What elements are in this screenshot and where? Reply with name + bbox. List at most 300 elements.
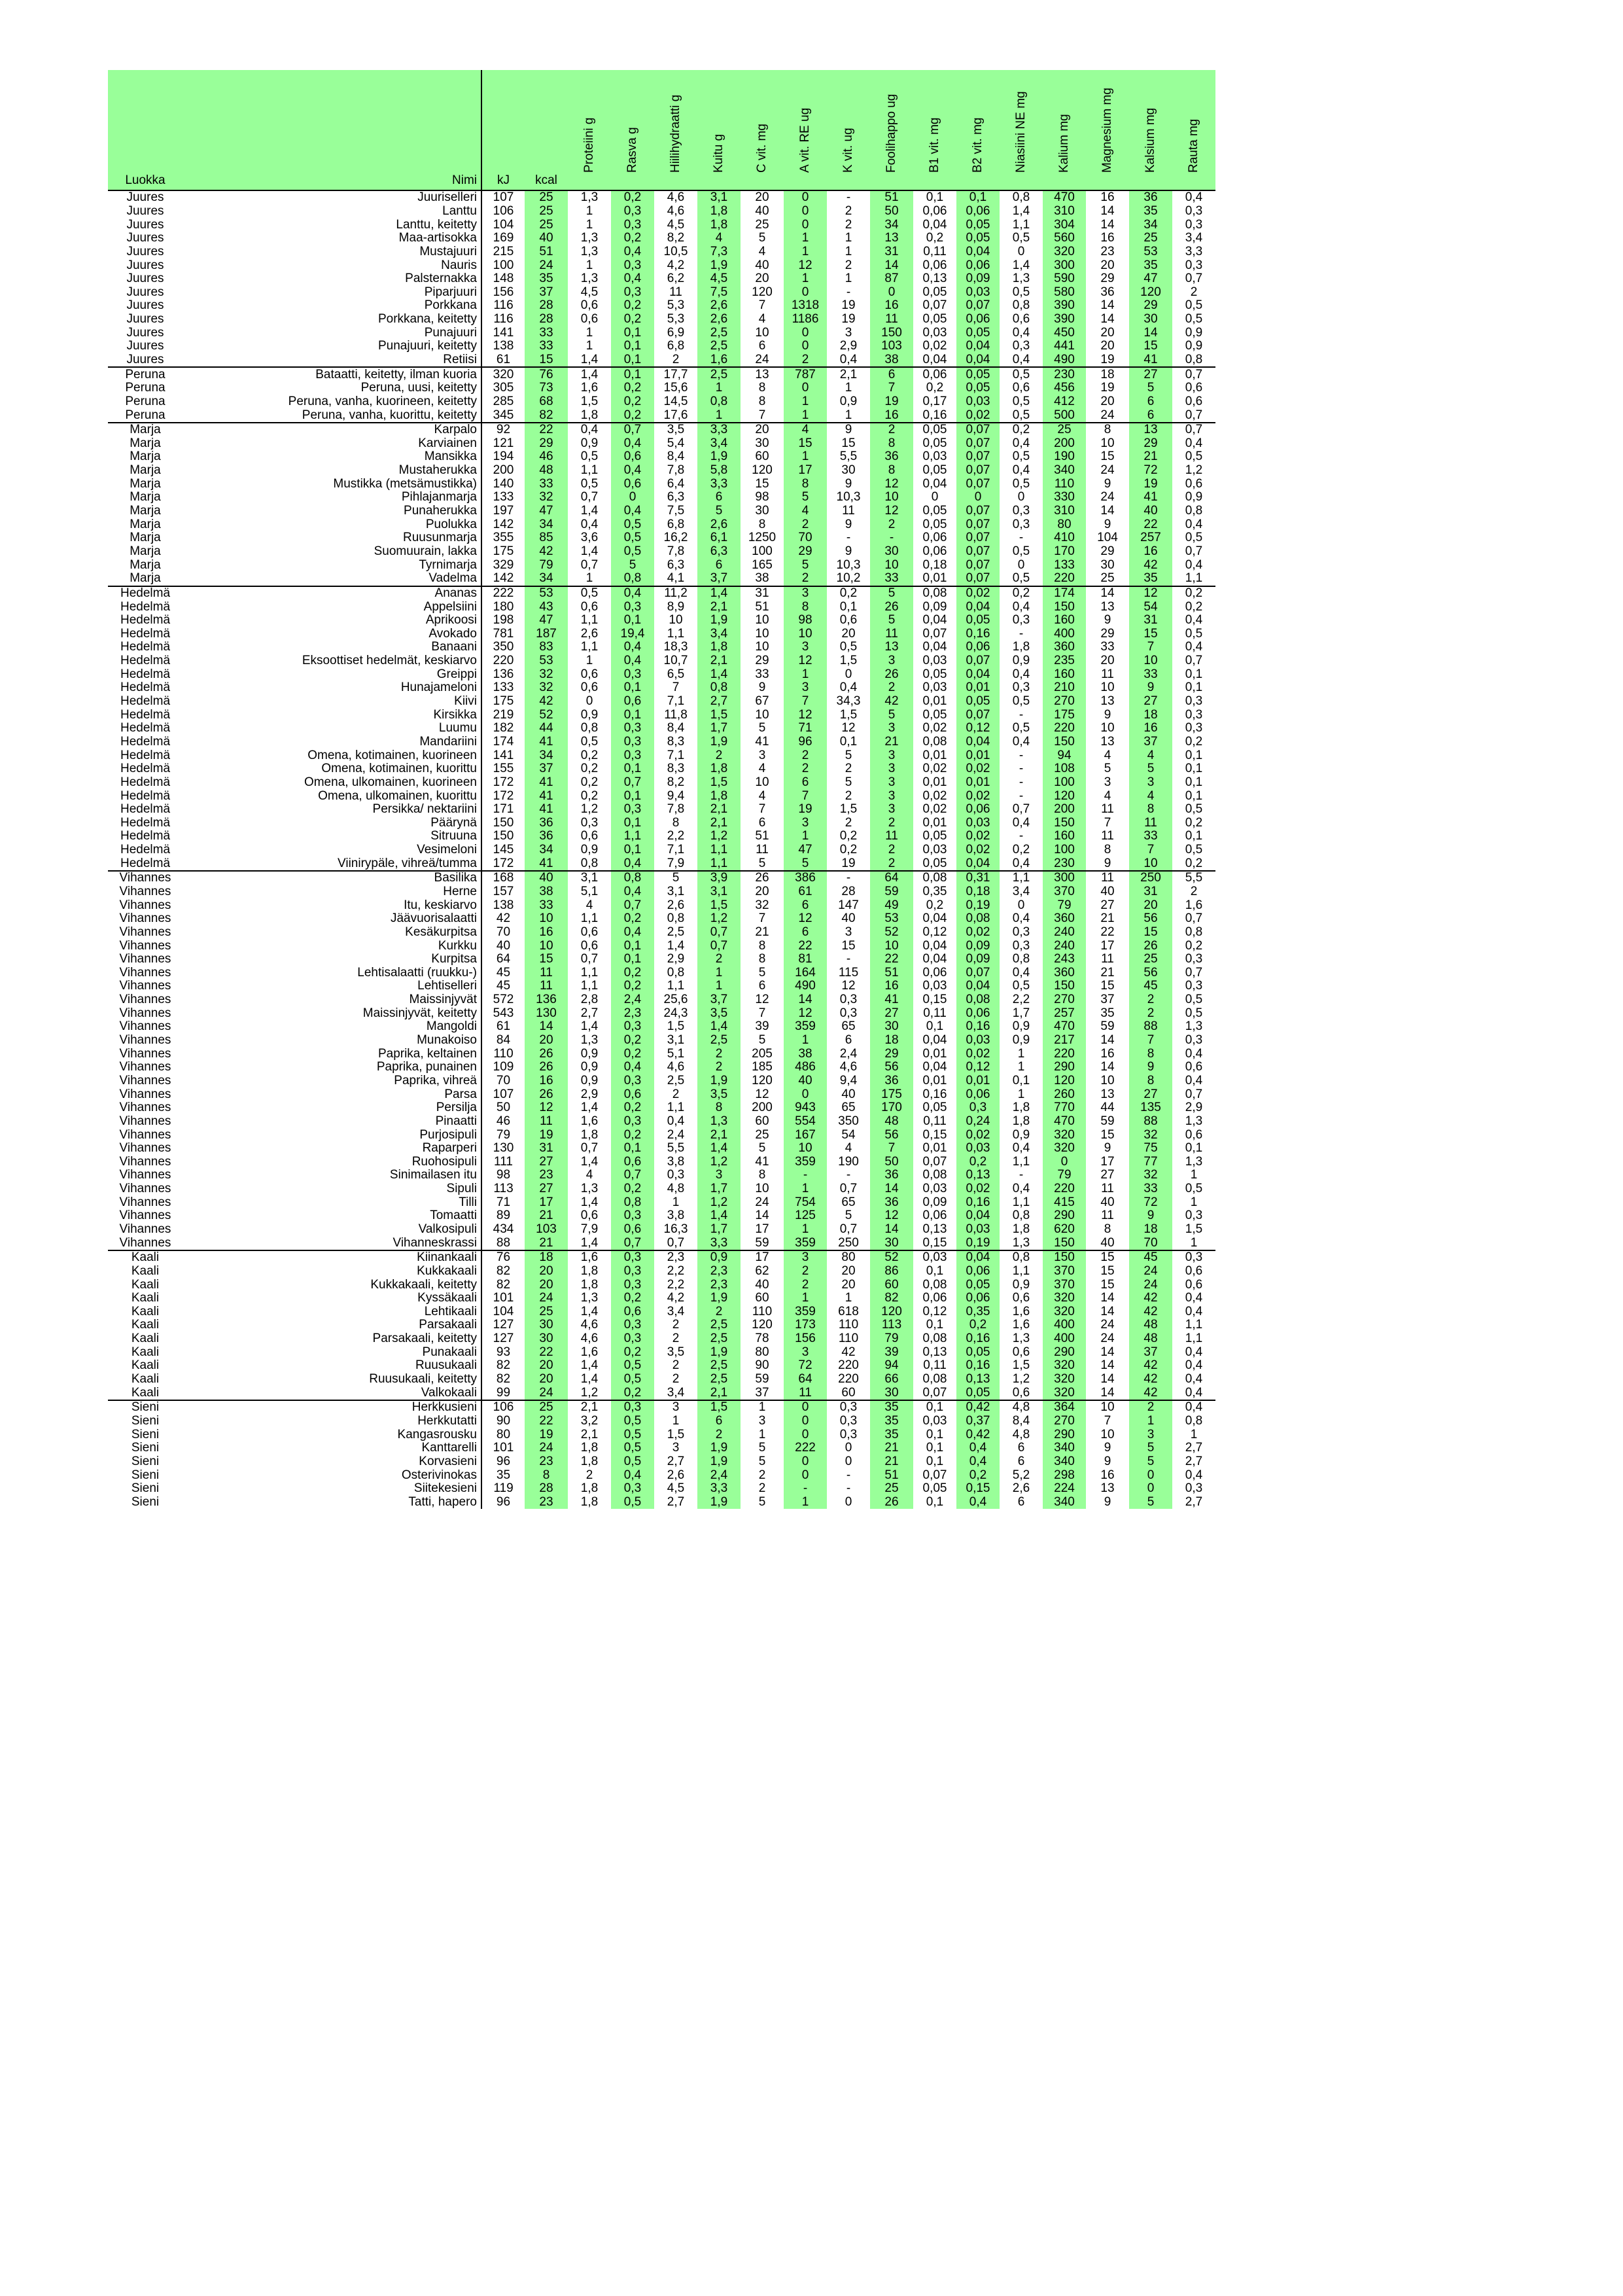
cell-luokka: Vihannes (119, 1006, 171, 1020)
cell-b2-vit: 0,04 (956, 735, 1000, 749)
cell-magnesium: 21 (1100, 966, 1115, 980)
cell-hiilihydraatti: 10,5 (663, 245, 688, 258)
cell-kj: 121 (493, 436, 514, 450)
cell-b2-vit: 0,05 (956, 218, 1000, 232)
cell-niasiini: 0,5 (1012, 694, 1030, 709)
cell-niasiini: 0,6 (1012, 1291, 1030, 1305)
cell-kalsium: 5 (1129, 1441, 1172, 1455)
cell-rasva: 0,8 (611, 572, 654, 586)
cell-kalium: 310 (1043, 205, 1086, 219)
cell-k-vit: 2 (845, 218, 852, 232)
cell-kalsium: 33 (1129, 1182, 1172, 1196)
cell-magnesium: 10 (1100, 1074, 1115, 1087)
cell-rasva: 0,6 (611, 1223, 654, 1237)
cell-kalsium: 27 (1129, 367, 1172, 381)
cell-magnesium: 24 (1100, 491, 1115, 504)
cell-niasiini: 1,3 (1012, 1332, 1030, 1346)
cell-niasiini: 0,9 (1012, 1278, 1030, 1292)
cell-niasiini: 0,8 (1012, 299, 1030, 313)
cell-rasva: 0,2 (611, 1386, 654, 1400)
header-b1-vit: B1 vit. mg (913, 71, 956, 191)
cell-kalium: 320 (1043, 1359, 1086, 1373)
cell-rauta: 0,4 (1172, 1386, 1215, 1400)
cell-nimi: Punajuuri, keitetty (183, 340, 481, 353)
cell-foolihappo: 2 (870, 857, 913, 871)
cell-kcal: 33 (525, 326, 568, 340)
cell-a-vit: 12 (784, 708, 827, 722)
cell-proteiini: 1,4 (580, 1020, 599, 1034)
cell-b1-vit: 0 (931, 491, 939, 504)
cell-a-vit: 22 (784, 939, 827, 953)
cell-niasiini: 0,5 (1012, 450, 1030, 464)
cell-c-vit: 10 (755, 1182, 769, 1196)
cell-luokka: Vihannes (119, 911, 171, 926)
cell-rasva: 0,3 (611, 722, 654, 735)
cell-foolihappo: 27 (870, 1006, 913, 1020)
cell-foolihappo: 79 (870, 1332, 913, 1346)
cell-kuitu: 1,6 (697, 353, 741, 368)
cell-rauta: 2,7 (1185, 1455, 1203, 1468)
cell-kj: 119 (493, 1481, 514, 1496)
cell-rasva: 0,6 (611, 450, 654, 464)
cell-foolihappo: 13 (870, 641, 913, 654)
cell-niasiini: 0,9 (1012, 1033, 1030, 1048)
cell-foolihappo: 56 (870, 1061, 913, 1074)
cell-foolihappo: 21 (870, 735, 913, 749)
cell-hiilihydraatti: 2 (672, 1318, 680, 1332)
cell-b1-vit: 0,1 (926, 1020, 944, 1034)
cell-rauta: 3,3 (1185, 245, 1203, 258)
cell-kj: 101 (493, 1291, 514, 1305)
cell-foolihappo: 10 (870, 558, 913, 572)
cell-rauta: 0,3 (1185, 218, 1203, 232)
cell-magnesium: 10 (1100, 1428, 1115, 1441)
cell-a-vit: 47 (784, 843, 827, 857)
cell-kalsium: 2 (1129, 993, 1172, 1007)
cell-nimi: Viinirypäle, vihreä/tumma (183, 857, 481, 871)
cell-rasva: 0,1 (611, 353, 654, 368)
cell-kalsium: 16 (1129, 545, 1172, 559)
cell-a-vit: 1 (784, 395, 827, 409)
cell-kj: 148 (493, 272, 514, 286)
cell-hiilihydraatti: 5,3 (667, 312, 685, 327)
cell-kalsium: 2 (1129, 1400, 1172, 1415)
cell-kuitu: 3,5 (697, 1087, 741, 1101)
cell-kalsium: 4 (1129, 749, 1172, 762)
cell-c-vit: 40 (755, 204, 769, 218)
cell-k-vit: 54 (841, 1128, 856, 1142)
cell-k-vit: 0,4 (839, 681, 858, 695)
cell-rauta: 0,8 (1172, 353, 1215, 368)
cell-rauta: 0,2 (1185, 586, 1203, 600)
cell-kalsium: 42 (1129, 1359, 1172, 1373)
cell-b2-vit: 0,06 (956, 313, 1000, 327)
cell-nimi: Tilli (183, 1195, 481, 1209)
cell-nimi: Ruusukaali, keitetty (183, 1373, 481, 1386)
cell-kuitu: 7,5 (697, 285, 741, 299)
cell-k-vit: 1 (845, 381, 852, 395)
cell-kj: 111 (494, 1155, 513, 1169)
cell-rauta: 2,9 (1185, 1101, 1203, 1115)
cell-kcal: 10 (525, 939, 568, 953)
cell-luokka: Vihannes (119, 1087, 171, 1101)
cell-rasva: 0,2 (611, 381, 654, 395)
cell-hiilihydraatti: 3 (672, 1400, 680, 1415)
cell-k-vit: 30 (841, 463, 856, 478)
cell-luokka: Juures (126, 340, 164, 353)
cell-kj: 157 (493, 885, 514, 898)
cell-luokka: Hedelmä (120, 762, 171, 776)
cell-b2-vit: 0,06 (956, 1006, 1000, 1020)
cell-magnesium: 11 (1101, 1209, 1114, 1223)
cell-rauta: 0,1 (1185, 789, 1203, 803)
cell-k-vit: 1 (845, 272, 852, 286)
cell-b1-vit: 0,03 (922, 1250, 947, 1265)
cell-niasiini: 0,2 (1012, 423, 1030, 437)
cell-rauta: 1 (1172, 1236, 1215, 1250)
cell-hiilihydraatti: 17,6 (654, 408, 697, 423)
cell-luokka: Kaali (108, 1386, 183, 1400)
cell-a-vit: 81 (784, 953, 827, 966)
cell-niasiini: 1,4 (1012, 204, 1030, 218)
cell-proteiini: 1,1 (580, 966, 599, 980)
cell-nimi: Piparjuuri (183, 285, 481, 299)
cell-kalium: 175 (1043, 708, 1086, 722)
cell-k-vit: 12 (841, 721, 856, 735)
cell-kuitu: 1,5 (697, 898, 741, 912)
cell-rauta: 0,5 (1185, 299, 1203, 313)
cell-nimi: Sinimailasen itu (183, 1169, 481, 1182)
cell-proteiini: 3,1 (580, 871, 599, 885)
cell-proteiini: 0,5 (580, 586, 599, 600)
cell-b2-vit: 0,04 (956, 1209, 1000, 1223)
cell-kcal: 20 (525, 1034, 568, 1048)
cell-kalium: 450 (1043, 326, 1086, 340)
cell-magnesium: 16 (1100, 1047, 1115, 1061)
cell-nimi: Mansikka (183, 450, 481, 464)
cell-b1-vit: 0,04 (922, 1033, 947, 1048)
cell-b2-vit: 0,04 (956, 340, 1000, 353)
cell-kalsium: 10 (1129, 654, 1172, 668)
cell-luokka: Vihannes (119, 939, 171, 953)
cell-nimi: Banaani (183, 641, 481, 654)
cell-kuitu: 0,7 (697, 926, 741, 940)
cell-c-vit: 51 (755, 600, 769, 614)
cell-a-vit: 40 (784, 1074, 827, 1088)
cell-kalsium: 20 (1129, 898, 1172, 912)
cell-rasva: 0,3 (611, 1209, 654, 1223)
table-row (108, 803, 1215, 817)
cell-hiilihydraatti: 8,2 (667, 775, 685, 789)
cell-proteiini: 1,3 (580, 1033, 599, 1048)
cell-k-vit: 40 (841, 1087, 856, 1101)
cell-kcal: 76 (525, 367, 568, 381)
table-row (108, 491, 1215, 504)
cell-a-vit: 1 (784, 830, 827, 843)
cell-c-vit: 10 (755, 627, 769, 641)
cell-kalium: 400 (1043, 1332, 1086, 1346)
cell-hiilihydraatti: 7,1 (667, 694, 685, 709)
table-row (108, 1400, 1215, 1415)
cell-rasva: 0,3 (611, 1265, 654, 1279)
cell-rasva: 0,2 (611, 1182, 654, 1196)
table-row (108, 381, 1215, 395)
cell-b1-vit: 0,07 (922, 299, 947, 313)
cell-rauta: 0,2 (1172, 857, 1215, 871)
cell-a-vit: 222 (784, 1441, 827, 1455)
cell-nimi: Jäävuorisalaatti (183, 912, 481, 926)
cell-rasva: 0,3 (611, 735, 654, 749)
cell-kuitu: 2,3 (697, 1278, 741, 1292)
cell-k-vit: 0,9 (839, 395, 858, 408)
cell-magnesium: 9 (1104, 1495, 1111, 1509)
cell-foolihappo: 7 (870, 381, 913, 395)
cell-k-vit: 0,1 (839, 735, 858, 749)
cell-kcal: 25 (525, 1400, 568, 1415)
cell-hiilihydraatti: 5 (672, 871, 680, 885)
cell-c-vit: 8 (758, 395, 766, 408)
cell-magnesium: 13 (1100, 1087, 1115, 1101)
cell-rauta: 0,1 (1185, 762, 1203, 776)
cell-niasiini: - (1019, 830, 1024, 843)
cell-c-vit: 41 (755, 735, 769, 749)
cell-hiilihydraatti: 0,7 (654, 1236, 697, 1250)
cell-nimi: Kesäkurpitsa (183, 926, 481, 940)
cell-kuitu: 2,1 (697, 1386, 741, 1400)
cell-b2-vit: 0,08 (956, 912, 1000, 926)
cell-k-vit: 65 (841, 1020, 856, 1034)
cell-k-vit: - (846, 871, 851, 885)
cell-kalsium: 7 (1129, 843, 1172, 857)
cell-kalium: 304 (1043, 218, 1086, 232)
cell-nimi: Mandariini (183, 735, 481, 749)
cell-rasva: 0,3 (611, 749, 654, 762)
cell-magnesium: 29 (1100, 627, 1115, 641)
cell-niasiini: 0 (1017, 245, 1025, 258)
cell-kcal: 33 (525, 477, 568, 491)
cell-rauta: 0,4 (1185, 1074, 1203, 1087)
cell-luokka: Juures (126, 272, 164, 286)
cell-rauta: 0,4 (1185, 613, 1203, 627)
cell-proteiini: 1,3 (580, 272, 599, 286)
cell-c-vit: 4 (758, 245, 766, 258)
cell-a-vit: 943 (784, 1101, 827, 1115)
header-kj: kJ (481, 71, 525, 191)
cell-kalium: 320 (1043, 1128, 1086, 1142)
cell-niasiini: 0 (1017, 898, 1025, 912)
cell-rauta: 0,3 (1185, 721, 1203, 735)
cell-a-vit: 1 (784, 1496, 827, 1510)
cell-b2-vit: 0,03 (956, 1142, 1000, 1156)
cell-magnesium: 11 (1101, 830, 1114, 843)
cell-b1-vit: 0,02 (922, 802, 947, 817)
cell-c-vit: 10 (755, 613, 769, 627)
cell-kuitu: 1,4 (697, 667, 741, 681)
cell-b2-vit: 0,07 (956, 464, 1000, 478)
cell-kuitu: 1 (697, 408, 741, 423)
cell-kalsium: 72 (1129, 464, 1172, 478)
cell-kalium: 150 (1043, 600, 1086, 614)
cell-kj: 136 (493, 667, 514, 681)
cell-kalium: 210 (1043, 681, 1086, 695)
cell-kj: 133 (493, 681, 514, 695)
cell-k-vit: 9 (845, 477, 852, 491)
cell-b2-vit: 0,05 (956, 1386, 1000, 1400)
cell-rasva: 0,1 (611, 816, 654, 830)
cell-nimi: Basilika (183, 871, 481, 885)
cell-rasva: 0,5 (611, 1441, 654, 1455)
cell-kcal: 37 (525, 285, 568, 299)
table-row (108, 695, 1215, 709)
cell-nimi: Maissinjyvät, keitetty (183, 1006, 481, 1020)
cell-luokka: Marja (130, 558, 161, 572)
cell-rauta: 0,4 (1185, 1359, 1203, 1373)
header-c-vit: C vit. mg (741, 71, 784, 191)
cell-kuitu: 4 (697, 232, 741, 245)
table-row (108, 190, 1215, 205)
cell-nimi: Palsternakka (183, 272, 481, 286)
cell-c-vit: 80 (755, 1345, 769, 1359)
cell-luokka: Vihannes (119, 1020, 171, 1034)
cell-a-vit: 5 (784, 857, 827, 871)
cell-rauta: 1,1 (1172, 572, 1215, 586)
cell-k-vit: 0,7 (839, 1182, 858, 1196)
cell-foolihappo: 12 (870, 477, 913, 491)
cell-proteiini: 1,1 (580, 613, 599, 627)
cell-b1-vit: 0,04 (922, 613, 947, 627)
cell-proteiini: 1 (585, 654, 593, 668)
cell-a-vit: - (784, 1482, 827, 1496)
cell-kalsium: 56 (1129, 966, 1172, 980)
cell-niasiini: - (1019, 775, 1024, 789)
cell-hiilihydraatti: 15,6 (663, 381, 688, 395)
cell-hiilihydraatti: 1,4 (667, 939, 685, 953)
cell-rauta: 0,4 (1185, 518, 1203, 531)
cell-rauta: 1,1 (1185, 1318, 1203, 1332)
cell-hiilihydraatti: 2,7 (667, 1455, 685, 1468)
cell-kcal: 73 (525, 381, 568, 395)
cell-hiilihydraatti: 0,4 (667, 1114, 685, 1128)
cell-kcal: 28 (525, 313, 568, 327)
cell-kalsium: 1 (1129, 1415, 1172, 1428)
cell-kuitu: 1,9 (697, 1496, 741, 1510)
cell-kj: 138 (493, 340, 514, 353)
cell-nimi: Kanttarelli (183, 1441, 481, 1455)
cell-foolihappo: 86 (870, 1265, 913, 1279)
cell-magnesium: 9 (1104, 518, 1111, 531)
cell-k-vit: 9,4 (839, 1074, 858, 1087)
cell-kalium: 560 (1043, 232, 1086, 245)
cell-niasiini: 0,5 (1012, 980, 1030, 993)
cell-rasva: 0,5 (611, 1373, 654, 1386)
cell-kalium: 94 (1043, 749, 1086, 762)
cell-nimi: Omena, ulkomainen, kuorittu (183, 789, 481, 803)
cell-niasiini: - (1019, 531, 1024, 545)
cell-rauta: 0,5 (1185, 450, 1203, 464)
cell-hiilihydraatti: 5,3 (667, 299, 685, 313)
cell-magnesium: 9 (1086, 857, 1129, 871)
cell-c-vit: 17 (755, 1222, 769, 1236)
table-row (108, 1305, 1215, 1319)
cell-b2-vit: 0,42 (956, 1428, 1000, 1441)
cell-rasva: 0,4 (611, 1468, 654, 1482)
cell-rauta: 0,3 (1185, 980, 1203, 993)
cell-b2-vit: 0,07 (956, 423, 1000, 437)
cell-kuitu: 8 (697, 1101, 741, 1115)
cell-kcal: 11 (525, 966, 568, 980)
header-b2-vit: B2 vit. mg (956, 71, 1000, 191)
cell-kalsium: 10 (1129, 857, 1172, 871)
cell-niasiini: 1,3 (1012, 272, 1030, 286)
table-row (108, 1074, 1215, 1088)
cell-kalsium: 7 (1129, 1034, 1172, 1048)
cell-kcal: 28 (525, 1482, 568, 1496)
cell-niasiini: 0,4 (1012, 966, 1030, 980)
cell-a-vit: 72 (784, 1359, 827, 1373)
cell-kj: 46 (496, 1114, 511, 1128)
cell-kj: 96 (496, 1495, 511, 1509)
cell-c-vit: 6 (758, 980, 766, 993)
cell-a-vit: 0 (784, 1415, 827, 1428)
cell-magnesium: 5 (1104, 762, 1111, 776)
cell-magnesium: 8 (1104, 423, 1111, 437)
cell-kj: 174 (493, 735, 514, 749)
cell-kj: 572 (493, 993, 514, 1007)
cell-kalsium: 24 (1129, 1265, 1172, 1279)
cell-a-vit: 2 (784, 353, 827, 368)
cell-magnesium: 33 (1100, 641, 1115, 654)
cell-rauta: 0,5 (1185, 531, 1203, 545)
cell-luokka: Kaali (131, 1291, 160, 1305)
cell-kalsium: 8 (1129, 803, 1172, 817)
cell-luokka: Juures (126, 312, 164, 327)
cell-b2-vit: 0,13 (956, 1169, 1000, 1182)
cell-kj: 127 (493, 1318, 514, 1332)
cell-c-vit: 3 (758, 1414, 766, 1428)
cell-niasiini: - (1019, 1169, 1024, 1182)
cell-kuitu: 1,4 (697, 586, 741, 601)
table-row (108, 437, 1215, 451)
cell-kuitu: 1 (697, 381, 741, 395)
cell-luokka: Juures (126, 326, 164, 340)
table-row (108, 272, 1215, 286)
cell-rasva: 0,5 (611, 1428, 654, 1441)
cell-rauta: 0,9 (1185, 340, 1203, 353)
cell-magnesium: 14 (1100, 1372, 1115, 1386)
cell-kcal: 47 (525, 504, 568, 518)
cell-b1-vit: 0,02 (922, 340, 947, 353)
cell-b1-vit: 0,16 (913, 408, 956, 423)
cell-luokka: Sieni (131, 1428, 160, 1441)
table-row (108, 1061, 1215, 1074)
cell-proteiini: 4 (585, 898, 593, 912)
cell-kuitu: 2 (697, 1428, 741, 1441)
cell-magnesium: 14 (1100, 1305, 1115, 1318)
cell-a-vit: 11 (784, 1386, 827, 1400)
cell-magnesium: 14 (1100, 586, 1115, 600)
cell-kuitu: 1,9 (697, 1074, 741, 1088)
cell-hiilihydraatti: 8,4 (667, 450, 685, 464)
cell-niasiini: 1,8 (1012, 1222, 1030, 1236)
cell-kalium: 364 (1043, 1400, 1086, 1415)
cell-rasva: 0,5 (611, 545, 654, 559)
cell-kuitu: 3,1 (697, 190, 741, 205)
cell-nimi: Herkkutatti (183, 1415, 481, 1428)
cell-a-vit: 0 (784, 1400, 827, 1415)
cell-a-vit: 1 (784, 1182, 827, 1196)
cell-rasva: 0,6 (611, 1087, 654, 1101)
cell-rasva: 0,4 (611, 464, 654, 478)
